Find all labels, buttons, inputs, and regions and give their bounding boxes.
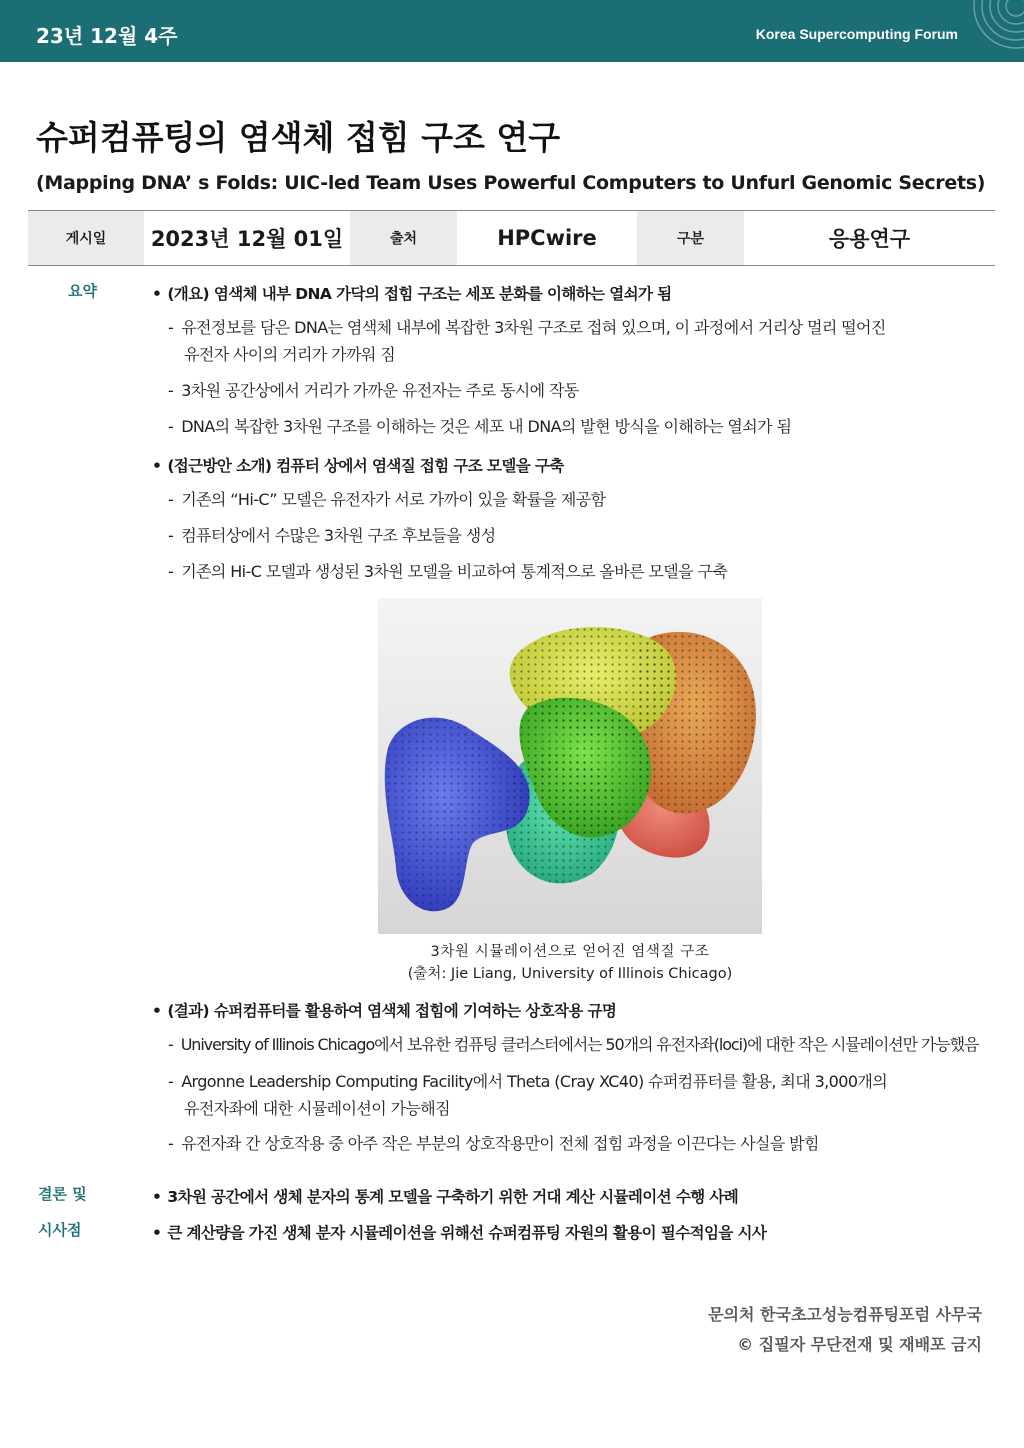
list-item: - 3차원 공간상에서 거리가 가까운 유전자는 주로 동시에 작동 [168,381,579,400]
conclusion-bullet: • 큰 계산량을 가진 생체 분자 시뮬레이션을 위해선 슈퍼컴퓨팅 자원의 활용이 필수적임을 시사 [152,1221,766,1243]
conclusion-label-line2: 시사점 [38,1221,82,1239]
meta-table [28,210,995,266]
header-band [0,0,1024,62]
list-item: - University of Illinois Chicago에서 보유한 컴퓨팅 클러스터에서는 50개의 유전자좌(loci)에 대한 작은 시뮬레이션만 가능했음 [168,1035,979,1054]
conclusion-label-line1: 결론 및 [38,1185,87,1203]
list-item: - 기존의 Hi-C 모델과 생성된 3차원 모델을 비교하여 통계적으로 올바른 모델을 구축 [168,562,728,581]
category-label: 구분 [637,211,744,265]
swirl-logo-icon [954,0,1024,62]
result-bullet: • (결과) 슈퍼컴퓨터를 활용하여 염색체 접힘에 기여하는 상호작용 규명 [152,999,616,1021]
date-value: 2023년 12월 01일 [150,227,344,251]
page-title: 슈퍼컴퓨팅의 염색체 접힘 구조 연구 [36,118,561,157]
figure-caption: 3차원 시뮬레이션으로 얻어진 염색질 구조 [430,944,710,960]
copyright-notice: © 집필자 무단전재 및 재배포 금지 [737,1335,982,1354]
issue-week: 23년 12월 4주 [36,24,178,48]
overview-bullet: • (개요) 염색체 내부 DNA 가닥의 접힘 구조는 세포 분화를 이해하는 열쇠가 됨 [152,282,672,304]
summary-label: 요약 [68,282,97,300]
source-label: 출처 [350,211,457,265]
list-item: - DNA의 복잡한 3차원 구조를 이해하는 것은 세포 내 DNA의 발현 방식을 이해하는 열쇠가 됨 [168,417,792,436]
forum-name: Korea Supercomputing Forum [755,26,958,42]
chromatin-structure-image [378,598,762,934]
approach-bullet: • (접근방안 소개) 컴퓨터 상에서 염색질 접힘 구조 모델을 구축 [152,454,564,476]
list-item: - 컴퓨터상에서 수많은 3차원 구조 후보들을 생성 [168,526,496,545]
conclusion-bullet: • 3차원 공간에서 생체 분자의 통계 모델을 구축하기 위한 거대 계산 시뮬레이션 수행 사례 [152,1185,738,1207]
figure-credit: (출처: Jie Liang, University of Illinois Chicago) [407,966,733,982]
list-item: - 유전정보를 담은 DNA는 염색체 내부에 복잡한 3차원 구조로 접혀 있으며, 이 과정에서 거리상 멀리 떨어진 유전자 사이의 거리가 가까워 짐 [168,318,886,364]
list-item: - 기존의 “Hi-C” 모델은 유전자가 서로 가까이 있을 확률을 제공함 [168,490,606,509]
source-value: HPCwire [497,226,597,250]
page-subtitle: (Mapping DNA’ s Folds: UIC-led Team Uses Powerful Computers to Unfurl Genomic Secrets) [36,172,986,194]
list-item: - Argonne Leadership Computing Facility에서 Theta (Cray XC40) 슈퍼컴퓨터를 활용, 최대 3,000개의 유전자좌에 대한 시뮬레이션이 가능해짐 [168,1072,888,1118]
list-item: - 유전자좌 간 상호작용 중 아주 작은 부분의 상호작용만이 전체 접힘 과정을 이끈다는 사실을 밝힘 [168,1134,819,1153]
contact-info: 문의처 한국초고성능컴퓨팅포럼 사무국 [708,1305,982,1324]
date-label: 게시일 [28,211,144,265]
category-value: 응용연구 [828,227,911,251]
